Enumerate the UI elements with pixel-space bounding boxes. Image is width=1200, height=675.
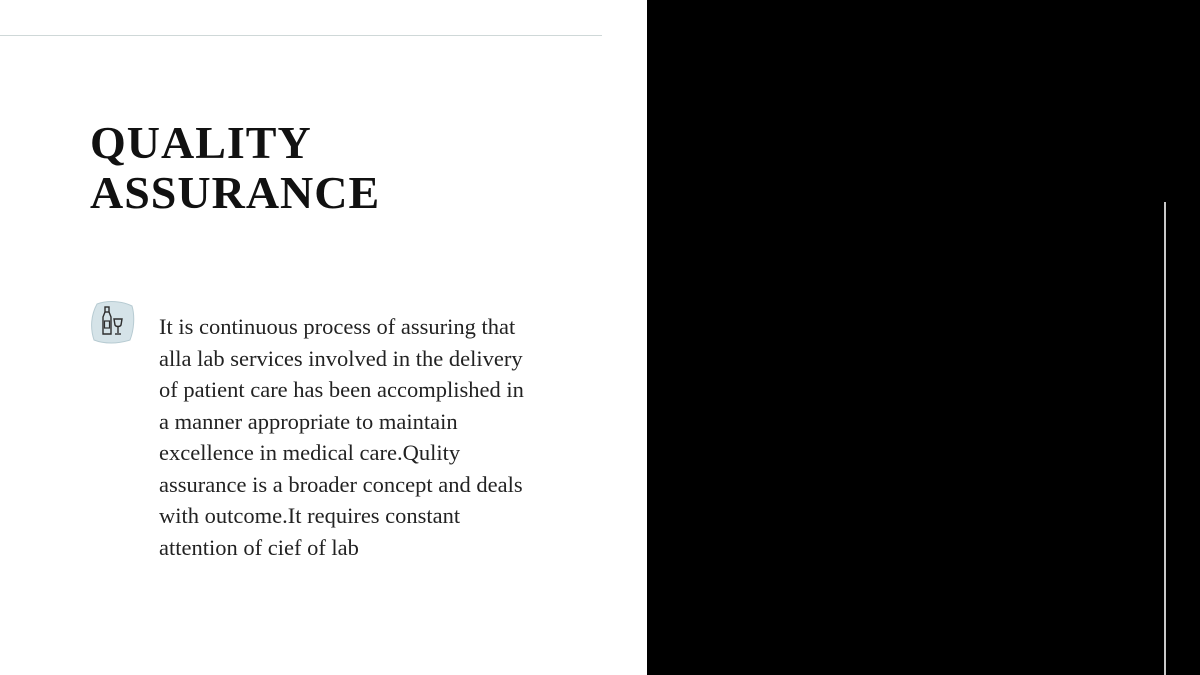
body-line: alla lab services involved in the delivery	[159, 345, 523, 371]
slide-title-line-1: QUALITY	[90, 117, 312, 168]
vertical-divider-line	[1164, 202, 1166, 675]
slide-title-line-2: ASSURANCE	[90, 167, 381, 218]
slide-title	[90, 118, 380, 218]
body-line: of patient care has been accomplished in	[159, 377, 524, 402]
body-line: assurance is a broader concept and deals	[159, 471, 523, 497]
wine-bottle-glass-icon	[88, 298, 136, 346]
body-line: excellence in medical care.Qulity	[159, 440, 461, 465]
body-line: with outcome.It requires constant	[159, 503, 461, 528]
body-line: attention of cief of lab	[159, 534, 359, 560]
body-line: a manner appropriate to maintain	[159, 408, 458, 434]
top-divider-line	[0, 35, 602, 36]
body-paragraph	[159, 311, 599, 563]
image-panel	[647, 0, 1200, 675]
body-line: It is continuous process of assuring that	[159, 314, 516, 339]
